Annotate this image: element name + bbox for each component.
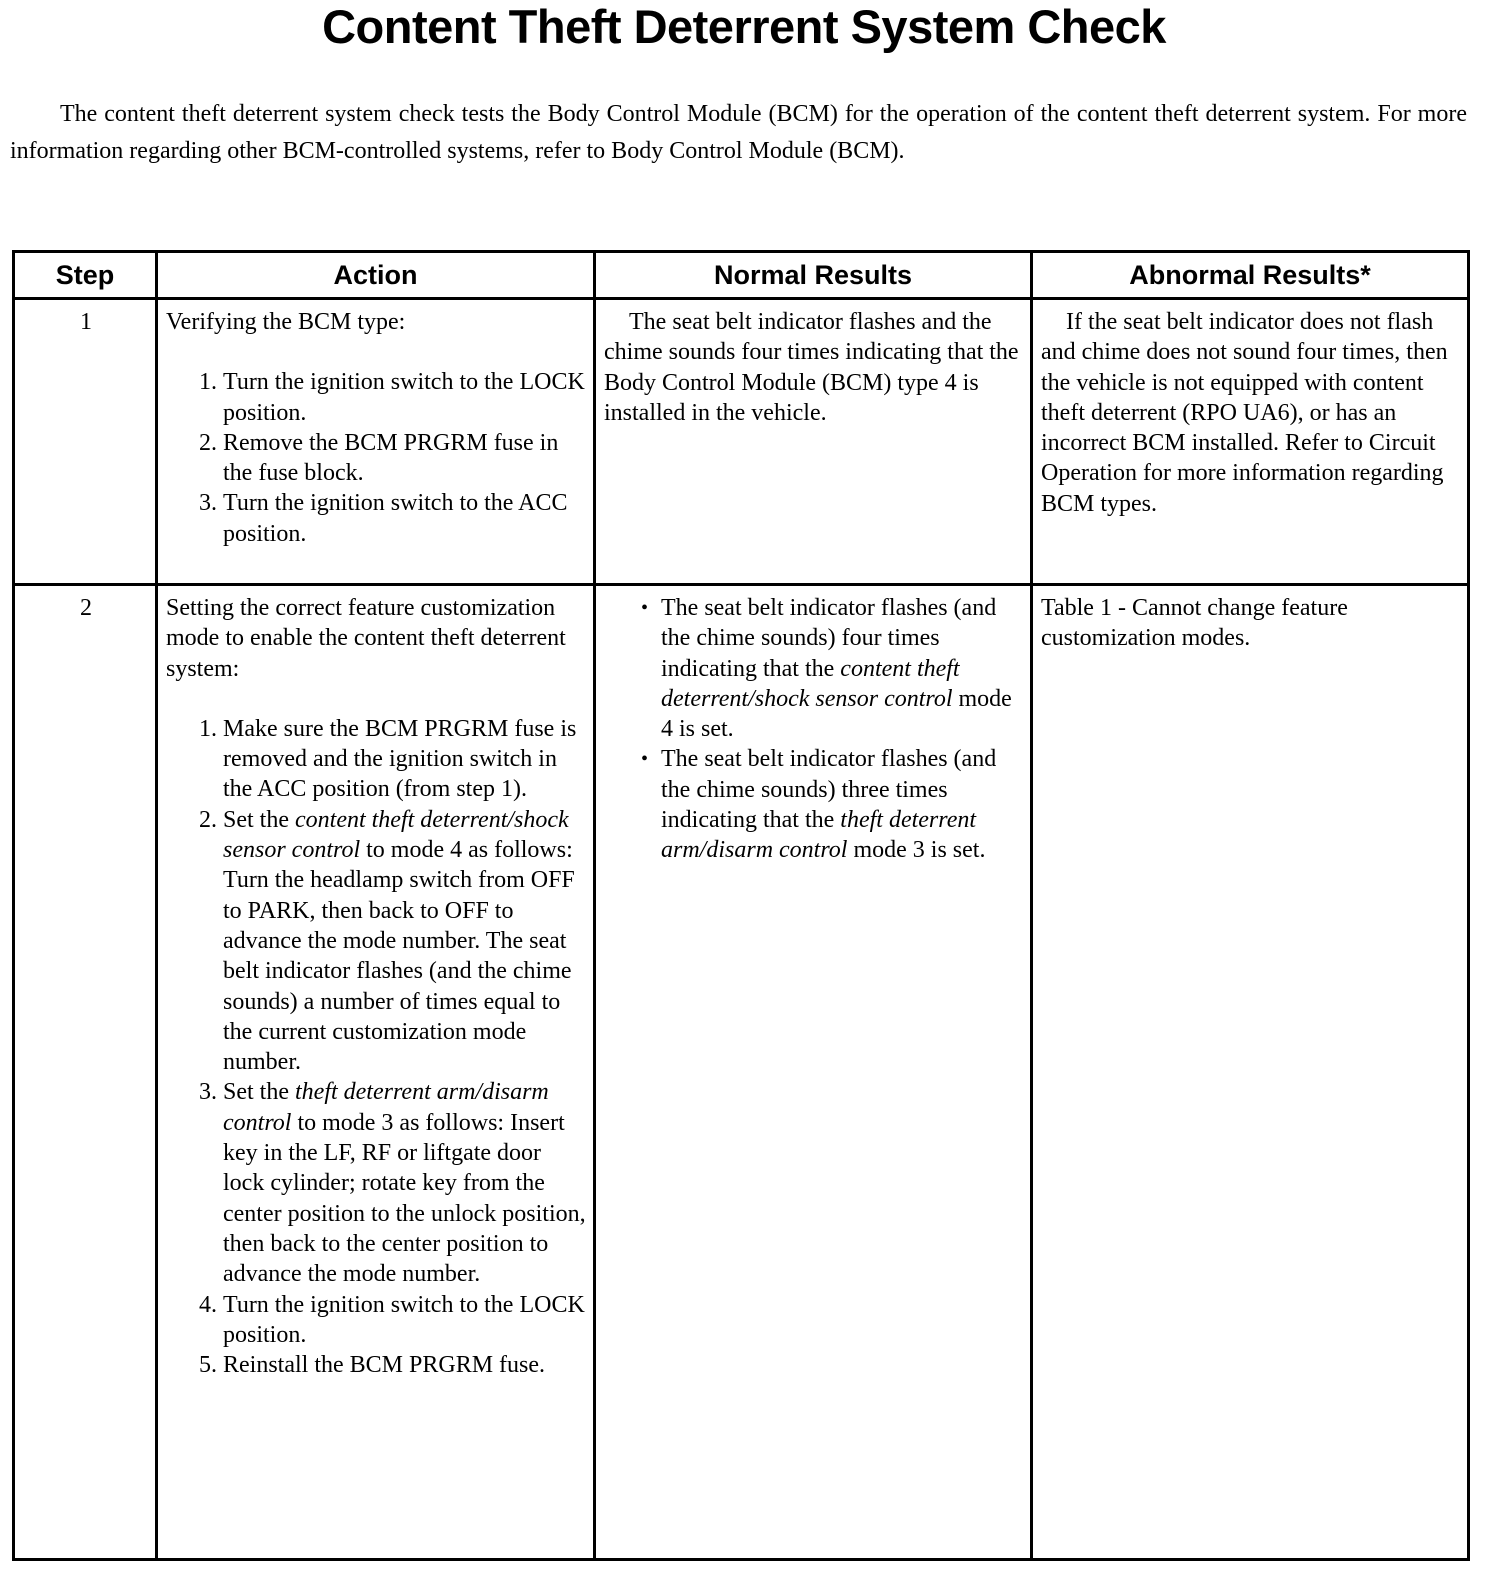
step-text: to mode 3 as follows: Insert key in the LF, RF or liftgate door lock cylinder; rotate key from the center position to the unlock position, then back to the center position to advance the mode number. xyxy=(223,1109,586,1288)
result-text: mode 3 is set. xyxy=(847,837,986,864)
normal-results-list xyxy=(604,593,1024,866)
intro-text: The content theft deterrent system check tests the Body Control Module (BCM) for the operation of the content theft deterrent system. For more information regarding other BCM-controlled systems, refer to Body Control Module (BCM). xyxy=(10,101,1467,164)
list-item xyxy=(641,744,1024,865)
bullet-icon: • xyxy=(641,748,649,771)
action-cell xyxy=(157,585,595,1560)
list-item xyxy=(641,593,1024,744)
step-number: 2 xyxy=(14,585,157,1560)
action-step: 3. Turn the ignition switch to the ACC position. xyxy=(223,488,587,549)
header-action: Action xyxy=(157,252,595,299)
action-steps-list xyxy=(166,367,587,549)
header-abnormal-results: Abnormal Results* xyxy=(1032,252,1469,299)
header-normal-results: Normal Results xyxy=(595,252,1032,299)
step-number: 1 xyxy=(14,299,157,585)
action-cell xyxy=(157,299,595,585)
step-text: to mode 4 as follows: Turn the headlamp switch from OFF to PARK, then back to OFF to advance the mode number. The seat belt indicator flashes (and the chime sounds) a number of times equal to the current customization mode number. xyxy=(223,837,575,1076)
result-text: mode 4 is set. xyxy=(661,685,1012,743)
mode-name: content theft deterrent/shock sensor control xyxy=(223,806,569,864)
bullet-icon: • xyxy=(641,597,649,619)
mode-name: theft deterrent arm/disarm control xyxy=(223,1079,549,1136)
action-intro: Setting the correct feature customization mode to enable the content theft deterrent system: xyxy=(166,595,566,682)
table-header-row xyxy=(14,252,1469,299)
abnormal-results-cell xyxy=(1032,585,1469,1560)
step-text: Set the xyxy=(223,1079,295,1106)
intro-paragraph xyxy=(10,96,1467,170)
result-text: The seat belt indicator flashes (and the chime sounds) three times indicating that the xyxy=(661,746,997,834)
abnormal-results-text: If the seat belt indicator does not flash and chime does not sound four times, then the vehicle is not equipped with content theft deterrent (RPO UA6), or has an incorrect BCM installed. Refer to Circuit Operation for more information regarding BCM types. xyxy=(1041,309,1448,517)
check-table xyxy=(12,250,1470,1561)
abnormal-results-text: Table 1 - Cannot change feature customization modes. xyxy=(1041,595,1348,652)
normal-results-cell xyxy=(595,299,1032,585)
action-step: 5. Reinstall the BCM PRGRM fuse. xyxy=(223,1350,587,1380)
page-title: Content Theft Deterrent System Check xyxy=(322,0,1166,53)
table-row xyxy=(14,299,1469,585)
mode-name: theft deterrent arm/disarm control xyxy=(661,807,977,864)
action-step: 1. Make sure the BCM PRGRM fuse is removed and the ignition switch in the ACC position (from step 1). xyxy=(223,714,587,805)
action-steps-list xyxy=(166,714,587,1381)
header-step: Step xyxy=(14,252,157,299)
action-step: 4. Turn the ignition switch to the LOCK position. xyxy=(223,1290,587,1351)
action-step: 1. Turn the ignition switch to the LOCK position. xyxy=(223,367,587,428)
normal-results-cell xyxy=(595,585,1032,1560)
mode-name: content theft deterrent/shock sensor control xyxy=(661,655,960,712)
table-row xyxy=(14,585,1469,1560)
action-intro: Verifying the BCM type: xyxy=(166,309,406,335)
step-text: Set the xyxy=(223,806,295,833)
normal-results-text: The seat belt indicator flashes and the chime sounds four times indicating that the Body Control Module (BCM) type 4 is installed in the vehicle. xyxy=(604,309,1019,426)
action-step xyxy=(223,1077,587,1289)
result-text: The seat belt indicator flashes (and the chime sounds) four times indicating that the xyxy=(661,595,997,682)
action-step: 2. Remove the BCM PRGRM fuse in the fuse block. xyxy=(223,428,587,489)
action-step xyxy=(223,805,587,1078)
abnormal-results-cell xyxy=(1032,299,1469,585)
